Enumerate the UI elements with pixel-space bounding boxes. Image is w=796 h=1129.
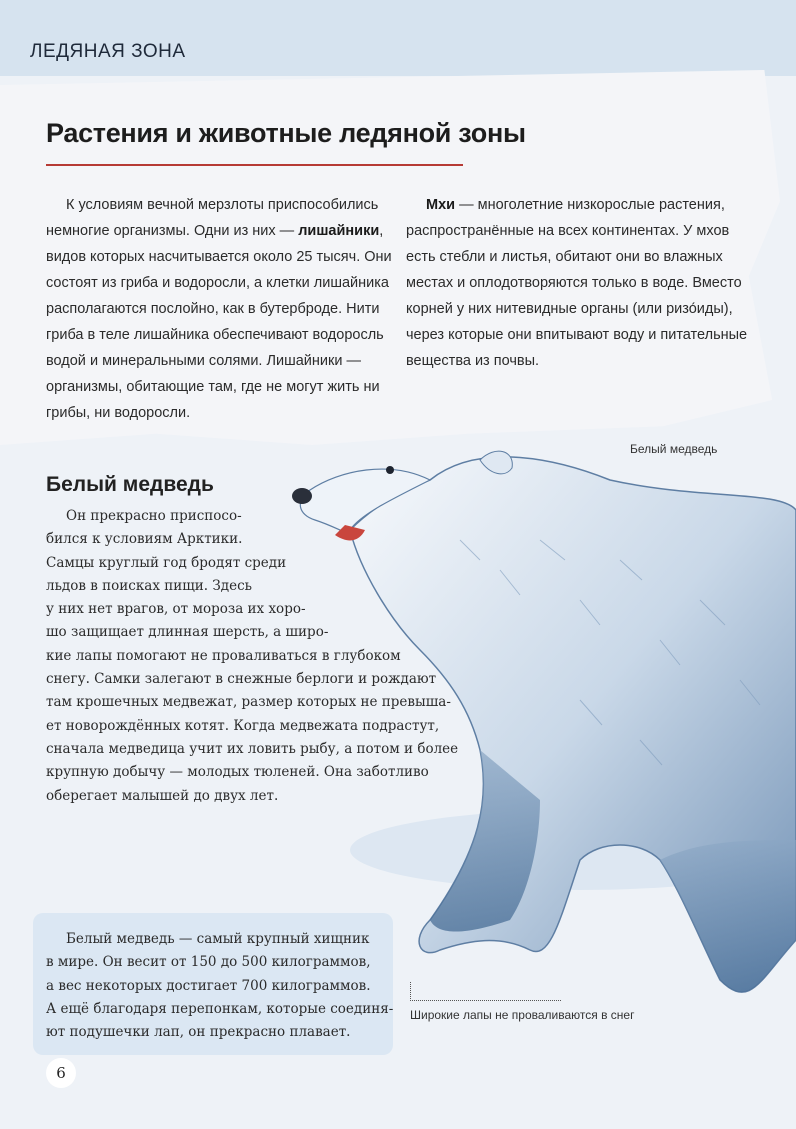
lichens-lead: К условиям вечной мерзлоты приспособились немногие организмы. Одни из них — bbox=[46, 197, 379, 239]
bear-text-line: бился к условиям Арктики. bbox=[46, 531, 243, 548]
bear-text-line: оберегает малышей до двух лет. bbox=[46, 787, 279, 804]
bear-text-line: ет новорождённых котят. Когда медвежата подрастут, bbox=[46, 717, 440, 734]
lichens-rest: , видов которых насчитывается около 25 тысяч. Они состоят из гриба и водоросли, а клетки лишайника располагаются послойно, как в бутерброде. Нити гриба в теле лишайника обеспечивают водоросль водой и минеральными солями. Лишайники — организмы, обитающие там, где не могут жить ни грибы, ни водоросли. bbox=[46, 223, 392, 421]
mosses-rest: — многолетние низкорослые растения, распространённые на всех континентах. У мхов есть стебли и листья, обитают они во влажных местах и оплодотворяются только в воде. Вместо корней у них нитевидные органы (или ризо́иды), через которые они впитывают воду и питательные вещества из почвы. bbox=[406, 197, 748, 369]
mosses-term: Мхи bbox=[426, 197, 456, 213]
fact-paragraph bbox=[46, 928, 394, 1044]
bear-text-line: там крошечных медвежат, размер которых не превыша- bbox=[46, 694, 451, 711]
caption-pointer bbox=[410, 982, 561, 1001]
bear-text-line: сначала медведица учит их ловить рыбу, а потом и более bbox=[46, 740, 459, 757]
bear-text-line: льдов в поисках пищи. Здесь bbox=[46, 577, 252, 594]
fact-text-line: ют подушечки лап, он прекрасно плавает. bbox=[46, 1024, 351, 1041]
bear-heading: Белый медведь bbox=[46, 473, 214, 496]
bear-text-line: кие лапы помогают не проваливаться в глубоком bbox=[46, 647, 401, 664]
title-divider bbox=[46, 164, 463, 166]
paws-caption: Широкие лапы не проваливаются в снег bbox=[410, 1008, 635, 1022]
fact-text-line: в мире. Он весит от 150 до 500 килограммов, bbox=[46, 954, 371, 971]
section-label: ЛЕДЯНАЯ ЗОНА bbox=[30, 41, 186, 62]
bear-text-line: Самцы круглый год бродят среди bbox=[46, 554, 287, 571]
bear-text-line: снегу. Самки залегают в снежные берлоги и рождают bbox=[46, 671, 437, 688]
page-number: 6 bbox=[46, 1058, 76, 1088]
lichens-term: лишайники bbox=[298, 223, 380, 239]
bear-paragraph bbox=[46, 505, 459, 808]
bear-text-line: Он прекрасно приспосо- bbox=[66, 508, 242, 524]
fact-text-line: Белый медведь — самый крупный хищник bbox=[66, 931, 370, 947]
fact-text-line: А ещё благодаря перепонкам, которые соединя- bbox=[46, 1000, 394, 1017]
bear-caption: Белый медведь bbox=[630, 442, 718, 456]
bear-text-line: крупную добычу — молодых тюленей. Она заботливо bbox=[46, 764, 429, 781]
mosses-paragraph bbox=[406, 192, 758, 374]
header-band bbox=[0, 0, 796, 76]
bear-text-line: у них нет врагов, от мороза их хоро- bbox=[46, 601, 306, 618]
fact-text-line: а вес некоторых достигает 700 килограммов. bbox=[46, 977, 371, 994]
bear-text-line: шо защищает длинная шерсть, а широ- bbox=[46, 624, 329, 641]
lichens-paragraph bbox=[46, 192, 396, 426]
page-title: Растения и животные ледяной зоны bbox=[46, 118, 526, 148]
